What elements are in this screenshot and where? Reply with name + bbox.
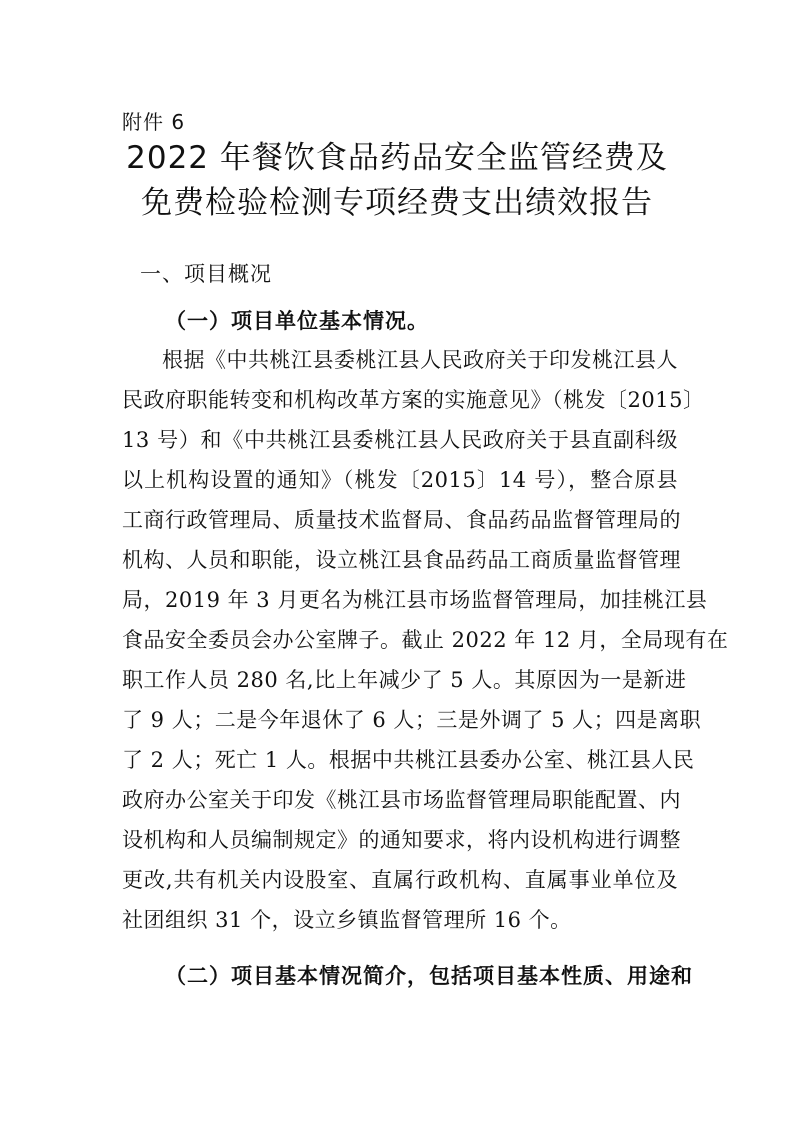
body-paragraph [122,340,729,940]
subsection-heading-1: （一）项目单位基本情况。 [165,308,429,333]
paragraph-line: 根据《中共桃江县委桃江县人民政府关于印发桃江县人 [162,348,678,372]
paragraph-line: 以上机构设置的通知》（桃发〔2015〕14 号），整合原县 [122,468,678,492]
document-title-line-2: 免费检验检测专项经费支出绩效报告 [141,185,653,221]
paragraph-line: 更改,共有机关内设股室、直属行政机构、直属事业单位及 [122,868,678,892]
section-heading: 一、项目概况 [140,262,272,286]
paragraph-line: 了 2 人；死亡 1 人。根据中共桃江县委办公室、桃江县人民 [122,748,695,772]
paragraph-line: 局，2019 年 3 月更名为桃江县市场监督管理局，加挂桃江县 [122,588,708,612]
attachment-label: 附件 6 [122,110,186,134]
paragraph-line: 食品安全委员会办公室牌子。截止 2022 年 12 月，全局现有在 [122,628,729,652]
paragraph-line: 职工作人员 280 名,比上年减少了 5 人。其原因为一是新进 [122,668,687,692]
paragraph-line: 设机构和人员编制规定》的通知要求，将内设机构进行调整 [122,828,681,852]
subsection-heading-2: （二）项目基本情况简介，包括项目基本性质、用途和 [165,963,693,988]
paragraph-line: 社团组织 31 个，设立乡镇监督管理所 16 个。 [122,908,572,932]
paragraph-line: 13 号）和《中共桃江县委桃江县人民政府关于县直副科级 [122,428,678,452]
paragraph-line: 政府办公室关于印发《桃江县市场监督管理局职能配置、内 [122,788,681,812]
paragraph-line: 机构、人员和职能，设立桃江县食品药品工商质量监督管理 [122,548,681,572]
document-title-line-1: 2022 年餐饮食品药品安全监管经费及 [126,140,668,176]
paragraph-line: 工商行政管理局、质量技术监督局、食品药品监督管理局的 [122,508,681,532]
paragraph-line: 了 9 人；二是今年退休了 6 人；三是外调了 5 人；四是离职 [122,708,702,732]
paragraph-line: 民政府职能转变和机构改革方案的实施意见》（桃发〔2015〕 [122,388,705,412]
